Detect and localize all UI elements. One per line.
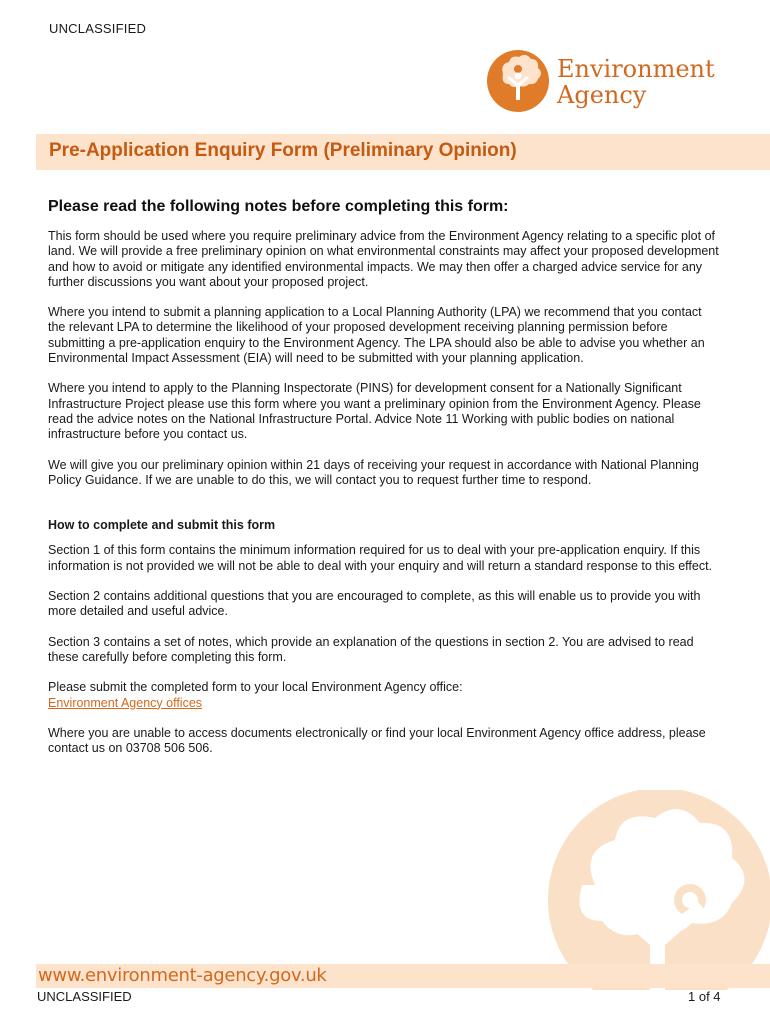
classification-header: UNCLASSIFIED (49, 21, 147, 36)
logo-wordmark (557, 56, 715, 108)
how-to-paragraph-1: Section 1 of this form contains the minimum information required for us to deal with your pre-application enquiry. If this information is not provided we will not be able to deal with your enquiry and will return a standard response to this effect. (48, 543, 713, 573)
intro-paragraph-2: Where you intend to submit a planning application to a Local Planning Authority (LPA) we recommend that you contact the relevant LPA to determine the likelihood of your proposed development receiving planning permission before submitting a pre-application enquiry to the Environment Agency. The LPA should also be able to advise you whether an Environmental Impact Assessment (EIA) will need to be submitted with your planning application. (48, 305, 705, 366)
logo-line-1: Environment (557, 55, 715, 83)
website-url[interactable]: www.environment-agency.gov.uk (38, 965, 327, 986)
intro-paragraph-1: This form should be used where you require preliminary advice from the Environment Agency relating to a specific plot of land. We will provide a free preliminary opinion on what environmental constraints may affect your proposed development and how to avoid or mitigate any identified environmental impacts. We may then offer a charged advice service for any further discussions you want about your proposed project. (48, 229, 719, 289)
page-number: 1 of 4 (688, 989, 721, 1004)
footer-band (36, 964, 770, 988)
logo-line-2: Agency (557, 81, 647, 109)
how-to-paragraph-3: Section 3 contains a set of notes, which provide an explanation of the questions in section 2. You are advised to read these carefully before completing this form. (48, 634, 694, 664)
tree-figure-watermark-icon (540, 790, 770, 990)
environment-agency-logo (487, 48, 747, 118)
main-content (48, 197, 720, 771)
offices-link[interactable]: Environment Agency offices (48, 695, 203, 710)
intro-paragraph-3: Where you intend to apply to the Planning Inspectorate (PINS) for development consent for a Nationally Significant Infrastructure Project please use this form where you want a preliminary opinion from the Environment Agency. Please read the advice notes on the National Infrastructure Portal. Advice Note 11 Working with public bodies on national infrastructure before you contact us. (48, 381, 701, 442)
submit-text: Please submit the completed form to your local Environment Agency office: (48, 680, 463, 695)
intro-paragraph-4: We will give you our preliminary opinion within 21 days of receiving your request in accordance with National Planning Policy Guidance. If we are unable to do this, we will contact you to request further time to respond. (48, 457, 699, 487)
how-to-heading: How to complete and submit this form (48, 518, 276, 533)
contact-paragraph: Where you are unable to access documents electronically or find your local Environment Agency office address, please contact us on 03708 506 506. (48, 725, 706, 756)
title-band (36, 134, 770, 170)
submit-paragraph (48, 680, 720, 711)
intro-heading: Please read the following notes before completing this form: (48, 198, 509, 215)
page-title: Pre-Application Enquiry Form (Preliminary Opinion) (49, 140, 517, 161)
how-to-paragraph-2: Section 2 contains additional questions that you are encouraged to complete, as this will enable us to provide you with more detailed and useful advice. (48, 589, 701, 619)
tree-figure-icon (487, 48, 549, 114)
classification-footer: UNCLASSIFIED (37, 989, 132, 1004)
